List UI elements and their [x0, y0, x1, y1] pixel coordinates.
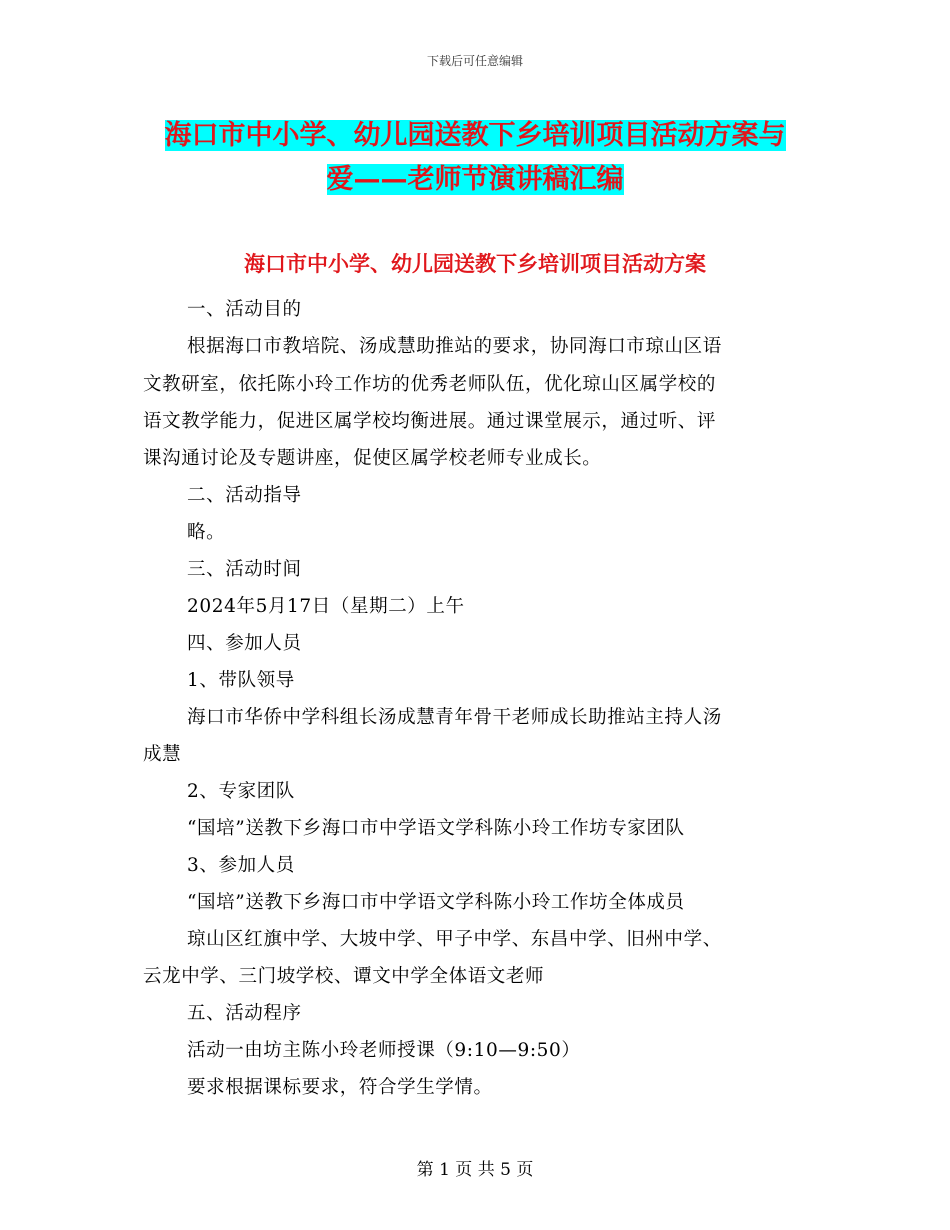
- subsection-heading: 1、带队领导: [187, 670, 295, 691]
- section-heading: 一、活动目的: [187, 299, 302, 320]
- paragraph-line: “国培”送教下乡海口市中学语文学科陈小玲工作坊专家团队: [187, 818, 685, 839]
- main-title-line-2: 爱——老师节演讲稿汇编: [326, 164, 624, 195]
- paragraph-line: 海口市华侨中学科组长汤成慧青年骨干老师成长助推站主持人汤: [187, 707, 722, 728]
- section-heading: 二、活动指导: [187, 485, 302, 506]
- paragraph-line: 根据海口市教培院、汤成慧助推站的要求，协同海口市琼山区语: [187, 336, 722, 357]
- paragraph-line: 成慧: [143, 744, 182, 765]
- section-heading: 四、参加人员: [187, 633, 302, 654]
- sub-title: 海口市中小学、幼儿园送教下乡培训项目活动方案: [244, 252, 706, 276]
- subsection-heading: 3、参加人员: [187, 855, 295, 876]
- paragraph-line: 语文教学能力，促进区属学校均衡进展。通过课堂展示，通过听、评: [143, 411, 717, 432]
- paragraph-line: 课沟通讨论及专题讲座，促使区属学校老师专业成长。: [143, 448, 602, 469]
- paragraph-line: 文教研室，依托陈小玲工作坊的优秀老师队伍，优化琼山区属学校的: [143, 374, 717, 395]
- page-footer: 第 1 页 共 5 页: [416, 1160, 534, 1180]
- paragraph-line: 琼山区红旗中学、大坡中学、甲子中学、东昌中学、旧州中学、: [187, 929, 722, 950]
- paragraph-line: 活动一由坊主陈小玲老师授课（9:10—9:50）: [187, 1040, 581, 1061]
- paragraph-line: “国培”送教下乡海口市中学语文学科陈小玲工作坊全体成员: [187, 892, 685, 913]
- paragraph-line: 云龙中学、三门坡学校、谭文中学全体语文老师: [143, 966, 545, 987]
- section-heading: 五、活动程序: [187, 1003, 302, 1024]
- paragraph-line: 略。: [187, 522, 226, 543]
- paragraph-line: 2024年5月17日（星期二）上午: [187, 596, 465, 617]
- section-heading: 三、活动时间: [187, 559, 302, 580]
- subsection-heading: 2、专家团队: [187, 781, 295, 802]
- main-title-line-1: 海口市中小学、幼儿园送教下乡培训项目活动方案与: [164, 120, 786, 151]
- header-note: 下载后可任意编辑: [426, 54, 523, 68]
- paragraph-line: 要求根据课标要求，符合学生学情。: [187, 1077, 493, 1098]
- main-title: [145, 0, 805, 200]
